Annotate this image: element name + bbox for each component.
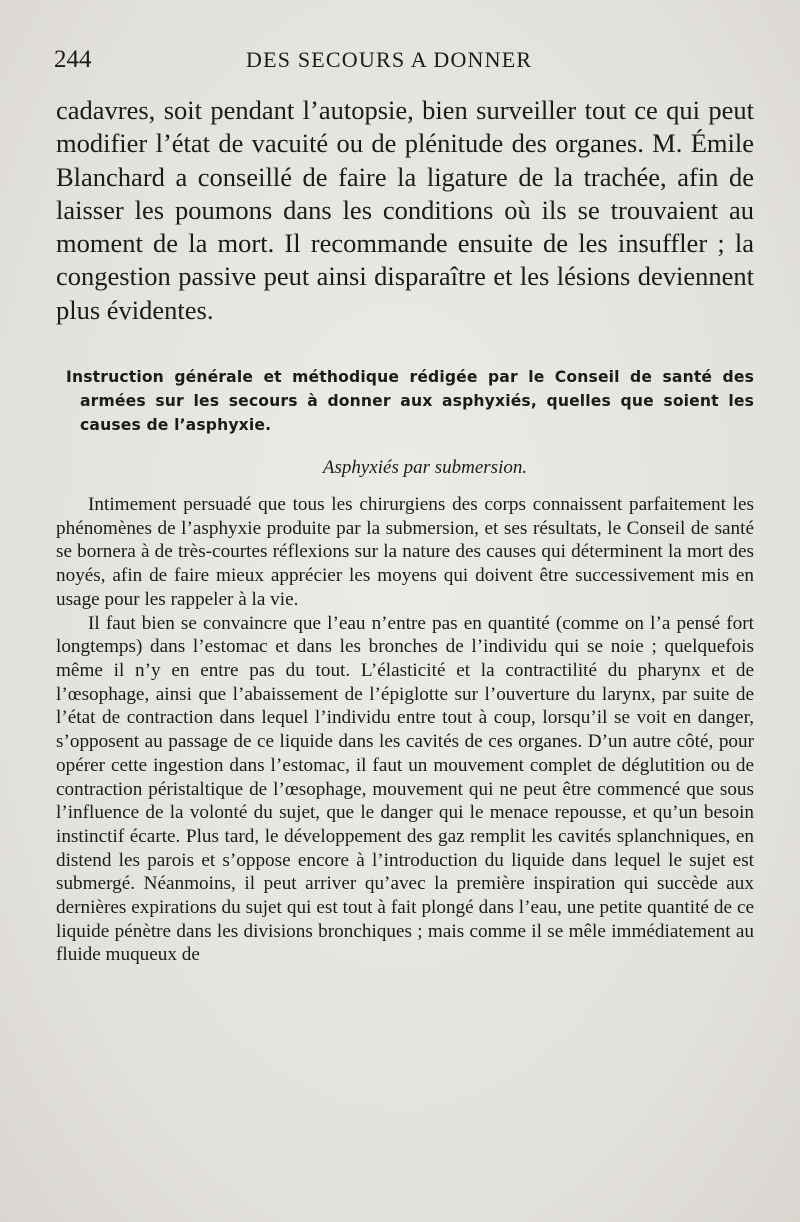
section-heading: Instruction générale et méthodique rédigée par le Conseil de santé des armées sur les secours à donner aux asphyxiés, quelles que soient les causes de l’asphyxie. — [66, 368, 754, 435]
page-number: 244 — [54, 46, 92, 73]
running-title: DES SECOURS A DONNER — [246, 47, 533, 72]
body-paragraph: Il faut bien se convaincre que l’eau n’entre pas en quantité (comme on l’a pensé fort longtemps) dans l’estomac et dans les bronches de l’individu qui se noie ; quelquefois même il n’y en entre pas du tout. L’élasticité et la contractilité du pharynx et de l’œsophage, ainsi que l’abaissement de l’épiglotte sur l’ouverture du larynx, par suite de l’état de contraction dans lequel l’individu entre tout à coup, lorsqu’il se voit en danger, s’opposent au passage de ce liquide dans les cavités de ces organes. D’un autre côté, pour opérer cette ingestion dans l’estomac, il faut un mouvement complet de déglutition ou de contraction péristaltique de l’œsophage, mouvement qui ne peut être commencé que sous l’influence de la volonté du sujet, que le danger qui le menace repousse, et qu’un besoin instinctif écarte. Plus tard, le développement des gaz remplit les cavités splanchniques, en distend les parois et s’oppose encore à l’introduction du liquide dans lequel le sujet est submergé. Néanmoins, il peut arriver qu’avec la première inspiration qui succède aux dernières expirations du sujet qui est tout à fait plongé dans l’eau, une petite quantité de ce liquide pénètre dans les divisions bronchiques ; mais comme il se mêle immédiatement au fluide muqueux de — [56, 612, 754, 966]
opening-paragraph: cadavres, soit pendant l’autopsie, bien surveiller tout ce qui peut modifier l’état de vacuité ou de plénitude des organes. M. Émile Blanchard a conseillé de faire la ligature de la trachée, afin de laisser les poumons dans les conditions où ils se trouvaient au moment de la mort. Il recommande ensuite de les insuffler ; la congestion passive peut ainsi disparaître et les lésions deviennent plus évidentes. — [56, 95, 754, 325]
opening-text-block — [56, 94, 754, 327]
body-text-block — [56, 493, 754, 967]
body-paragraph: Intimement persuadé que tous les chirurgiens des corps connaissent parfaitement les phénomènes de l’asphyxie produite par la submersion, et ses résultats, le Conseil de santé se bornera à de très-courtes réflexions sur la nature des causes qui déterminent la mort des noyés, afin de faire mieux apprécier les moyens qui doivent être successivement mis en usage pour les rappeler à la vie. — [56, 494, 754, 610]
subheading: Asphyxiés par submersion. — [322, 457, 528, 479]
running-header — [56, 46, 754, 86]
